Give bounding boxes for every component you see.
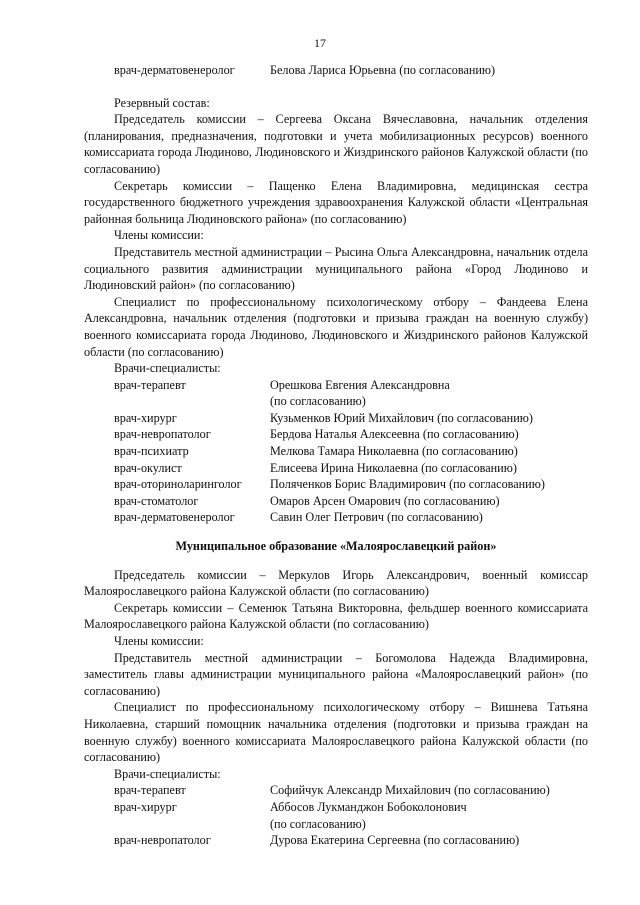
doctor-row: [84, 410, 588, 427]
reserve-secretary: Секретарь комиссии – Пащенко Елена Владимировна, медицинская сестра государственного бюджетного учреждения здравоохранения Калужской области «Центральная районная больница Людиновского района» (по согласованию): [84, 178, 588, 226]
doctor-person: Мелкова Тамара Николаевна (по согласованию): [270, 444, 518, 459]
doctor-row: [84, 832, 588, 849]
maloyaroslavets-admin-rep: Представитель местной администрации – Богомолова Надежда Владимировна, заместитель главы администрации муниципального района «Малоярославецкий район» (по согласованию): [84, 650, 588, 698]
doctor-person-note: (по согласованию): [270, 394, 366, 409]
reserve-doctors-list: [84, 377, 588, 526]
doctor-person: Софийчук Александр Михайлович (по согласованию): [270, 783, 550, 798]
doctor-row: [84, 460, 588, 477]
reserve-doctors-label: Врачи-специалисты:: [114, 361, 221, 376]
doctor-person: Бердова Наталья Алексеевна (по согласованию): [270, 427, 519, 442]
doctor-role: врач-хирург: [114, 410, 177, 425]
reserve-admin-rep: Представитель местной администрации – Рысина Ольга Александровна, начальник отдела социального развития администрации муниципального района «Город Людиново и Людиновский район» (по согласованию): [84, 244, 588, 293]
doctor-row: [84, 493, 588, 510]
doctor-person-note: (по согласованию): [270, 816, 366, 831]
doctor-role: врач-психиатр: [114, 444, 189, 459]
page-content: [84, 62, 588, 849]
doctor-role: врач-дерматовенеролог: [114, 63, 235, 77]
doctor-role: врач-оториноларинголог: [114, 477, 242, 492]
reserve-chairman: Председатель комиссии – Сергеева Оксана Вячеславовна, начальник отделения (планирования, предназначения, подготовки и учета мобилизационных ресурсов) военного комиссариата города Людиново, Людиновского и Жиздринского районов Калужской области (по согласованию): [84, 112, 588, 176]
doctor-role: врач-хирург: [114, 799, 177, 814]
doctor-row: [84, 443, 588, 460]
doctor-role: врач-терапевт: [114, 783, 186, 798]
doctor-row: [84, 476, 588, 493]
doctor-person: Елисеева Ирина Николаевна (по согласованию): [270, 460, 517, 475]
doctor-row: [84, 799, 588, 816]
doctor-person: Кузьменков Юрий Михайлович (по согласованию): [270, 410, 533, 425]
doctor-role: врач-невропатолог: [114, 833, 211, 848]
maloyaroslavets-members-label: Члены комиссии:: [114, 634, 204, 648]
reserve-heading: Резервный состав:: [114, 95, 210, 110]
doctor-row: [84, 782, 588, 799]
doctor-person: Савин Олег Петрович (по согласованию): [270, 510, 483, 525]
maloyaroslavets-chairman: Председатель комиссии – Меркулов Игорь Александрович, военный комиссар Малоярославецкого района Калужской области (по согласованию): [84, 567, 588, 599]
maloyaroslavets-doctors-label: Врачи-специалисты:: [114, 766, 221, 781]
maloyaroslavets-doctors-list: [84, 782, 588, 848]
doctor-person: Белова Лариса Юрьевна (по согласованию): [270, 63, 496, 77]
doctor-role: врач-терапевт: [114, 377, 186, 392]
doctor-person: Дурова Екатерина Сергеевна (по согласованию): [270, 833, 520, 848]
reserve-psych: Специалист по профессиональному психологическому отбору – Фандеева Елена Александровна, начальник отделения (подготовки и призыва граждан на военную службу) военного комиссариата города Людиново, Людиновского и Жиздринского районов Калужской области (по согласованию): [84, 294, 588, 359]
doctor-row-continuation: [84, 393, 588, 410]
maloyaroslavets-psych: Специалист по профессиональному психологическому отбору – Вишнева Татьяна Николаевна, старший помощник начальника отделения (подготовки и призыва граждан на военную службу) военного комиссариата Малоярославецкого района Калужской области (по согласованию): [84, 700, 588, 765]
reserve-members-label: Члены комиссии:: [114, 228, 204, 243]
doctor-role: врач-стоматолог: [114, 493, 199, 508]
page-number: 17: [314, 36, 326, 50]
top-doctor-row: [84, 62, 588, 79]
doctor-row: [84, 377, 588, 394]
maloyaroslavets-secretary: Секретарь комиссии – Семенюк Татьяна Викторовна, фельдшер военного комиссариата Малоярославецкого района Калужской области (по согласованию): [84, 600, 588, 632]
doctor-person: Поляченков Борис Владимирович (по согласованию): [270, 477, 545, 492]
doctor-row: [84, 509, 588, 526]
doctor-person: Омаров Арсен Омарович (по согласованию): [270, 493, 500, 508]
doctor-person: Орешкова Евгения Александровна: [270, 377, 450, 392]
doctor-person: Аббосов Лукманджон Бобоколонович: [270, 799, 467, 814]
doctor-row-continuation: [84, 816, 588, 833]
doctor-role: врач-невропатолог: [114, 427, 211, 442]
doctor-role: врач-дерматовенеролог: [114, 510, 235, 525]
section-heading: Муниципальное образование «Малоярославецкий район»: [175, 539, 497, 554]
doctor-row: [84, 426, 588, 443]
doctor-role: врач-окулист: [114, 460, 182, 475]
